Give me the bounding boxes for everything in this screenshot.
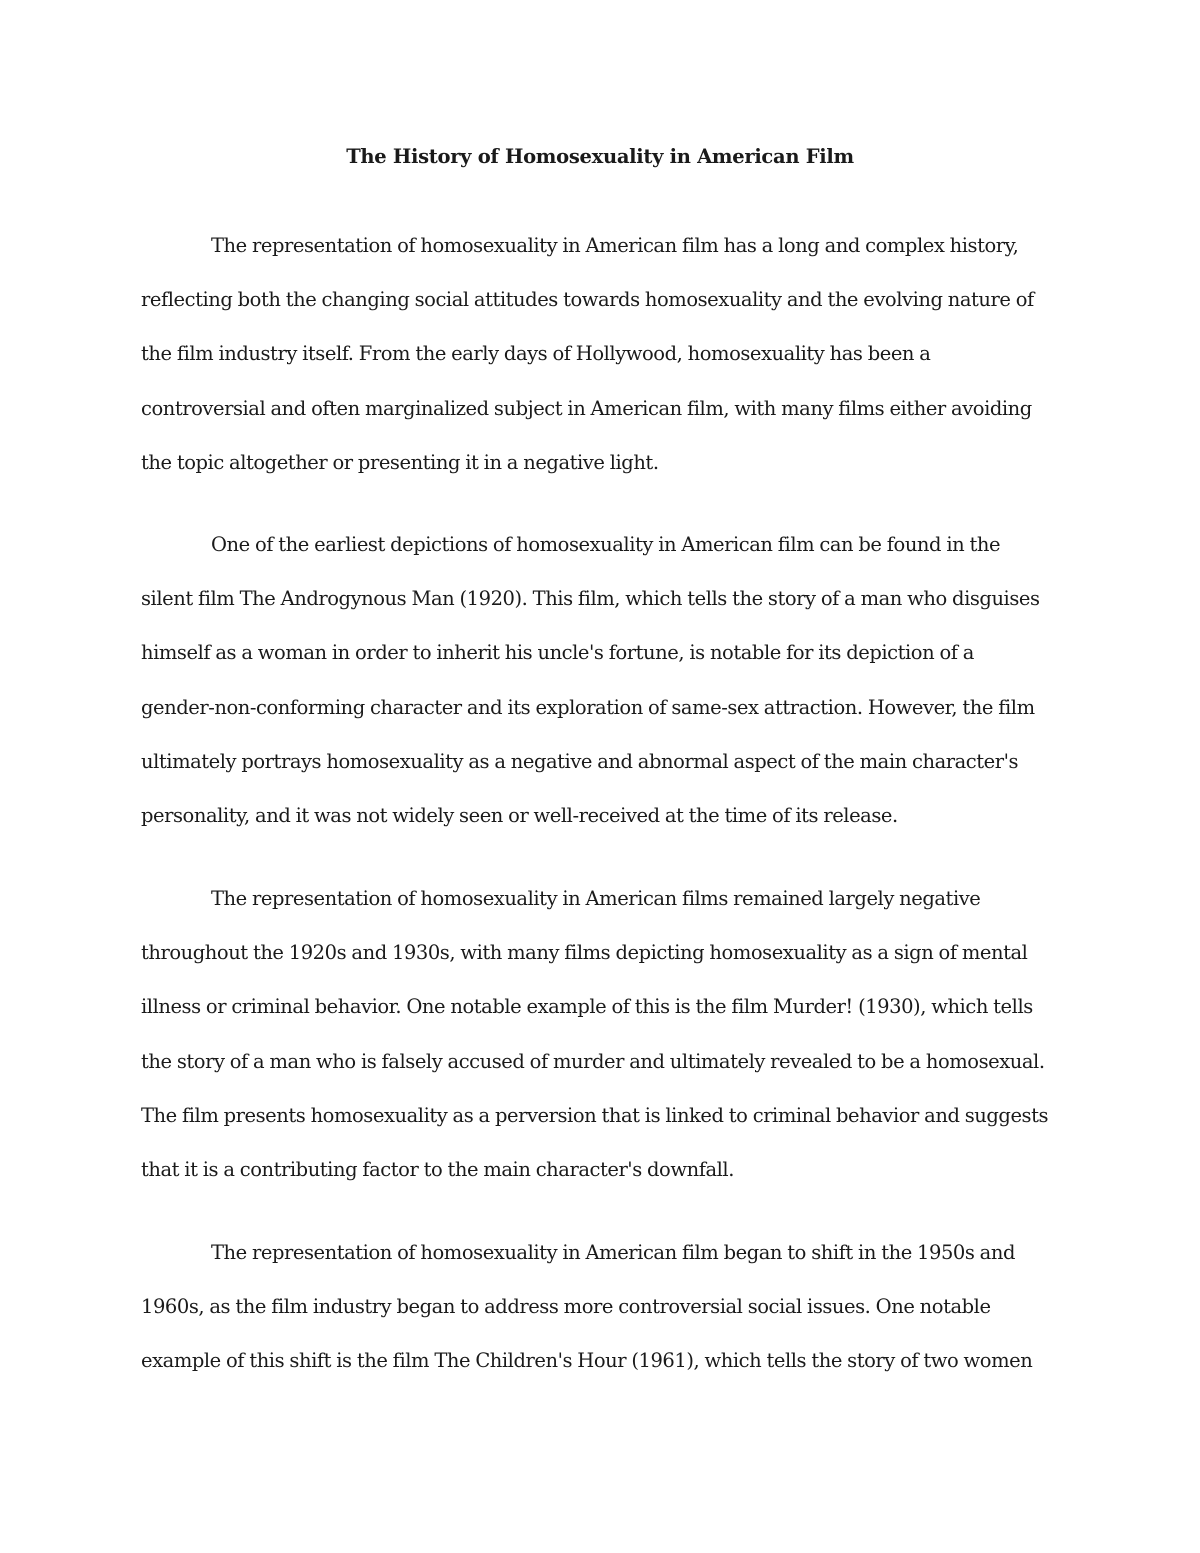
document-title: The History of Homosexuality in American Film xyxy=(346,145,854,168)
paragraph-line: silent film The Androgynous Man (1920). This film, which tells the story of a man who disguises xyxy=(141,587,1040,611)
paragraph-line: that it is a contributing factor to the main character's downfall. xyxy=(141,1158,734,1182)
paragraph-line: illness or criminal behavior. One notable example of this is the film Murder! (1930), which tells xyxy=(141,995,1033,1019)
paragraph-line: throughout the 1920s and 1930s, with many films depicting homosexuality as a sign of mental xyxy=(141,941,1028,965)
paragraph-1 xyxy=(141,219,1071,490)
paragraph-line: The representation of homosexuality in American film began to shift in the 1950s and xyxy=(211,1241,1015,1264)
paragraph-line: reflecting both the changing social attitudes towards homosexuality and the evolving nature of xyxy=(141,288,1034,312)
paragraph-line: example of this shift is the film The Children's Hour (1961), which tells the story of two women xyxy=(141,1349,1033,1373)
paragraph-line: personality, and it was not widely seen or well-received at the time of its release. xyxy=(141,804,898,828)
paragraph-line: 1960s, as the film industry began to address more controversial social issues. One notable xyxy=(141,1295,991,1319)
paragraph-line: One of the earliest depictions of homosexuality in American film can be found in the xyxy=(211,533,1001,556)
paragraph-line: the story of a man who is falsely accused of murder and ultimately revealed to be a homosexual. xyxy=(141,1049,1045,1073)
paragraph-2 xyxy=(141,518,1071,843)
paragraph-line: controversial and often marginalized subject in American film, with many films either avoiding xyxy=(141,396,1032,420)
paragraph-4 xyxy=(141,1226,1071,1389)
paragraph-line: The representation of homosexuality in American films remained largely negative xyxy=(211,887,981,910)
paragraph-line: the topic altogether or presenting it in a negative light. xyxy=(141,450,659,474)
paragraph-line: ultimately portrays homosexuality as a negative and abnormal aspect of the main character's xyxy=(141,749,1019,773)
paragraph-line: the film industry itself. From the early days of Hollywood, homosexuality has been a xyxy=(141,342,931,366)
paragraph-3 xyxy=(141,872,1071,1197)
paragraph-line: gender-non-conforming character and its exploration of same-sex attraction. However, the film xyxy=(141,695,1035,719)
paragraph-line: The representation of homosexuality in American film has a long and complex history, xyxy=(211,234,1019,257)
paragraph-line: himself as a woman in order to inherit his uncle's fortune, is notable for its depiction of a xyxy=(141,641,974,665)
paragraph-line: The film presents homosexuality as a perversion that is linked to criminal behavior and suggests xyxy=(141,1103,1049,1127)
